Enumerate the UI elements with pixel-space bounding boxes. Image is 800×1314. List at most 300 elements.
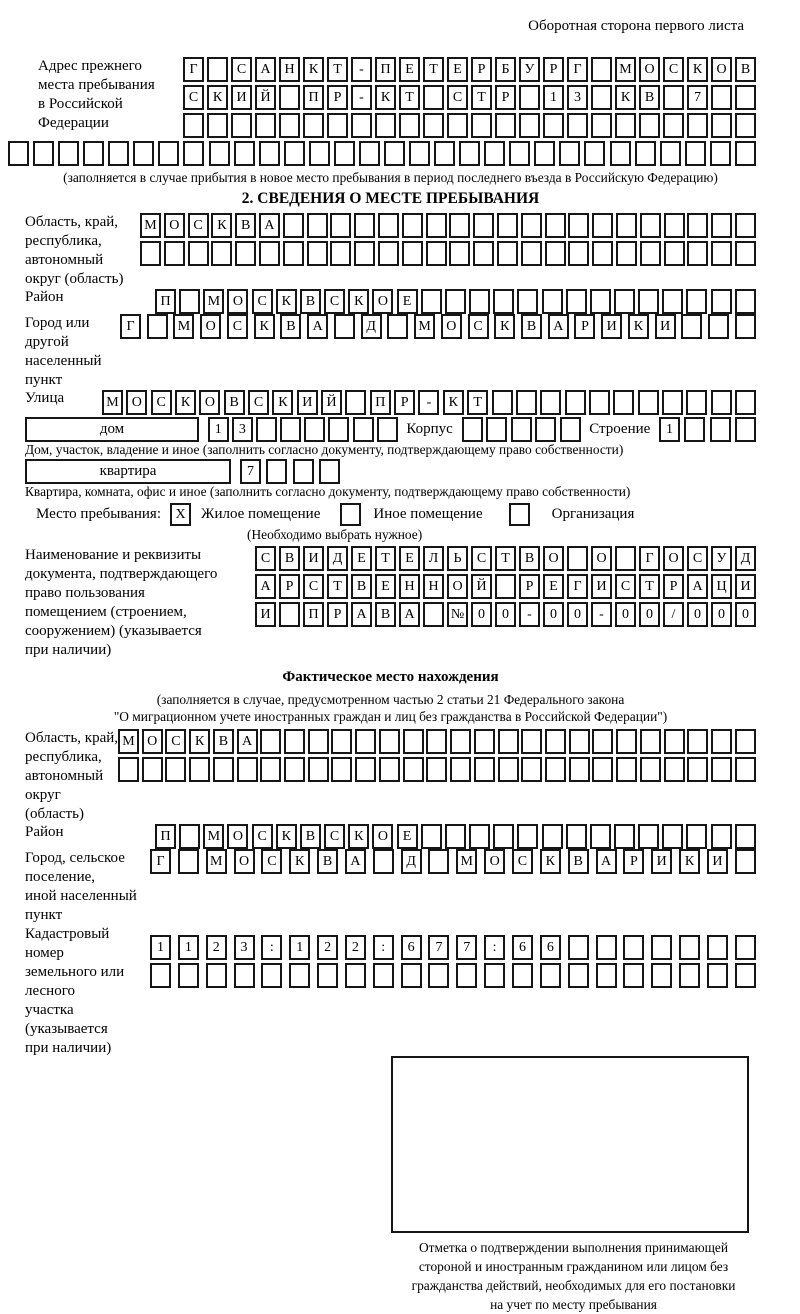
char-box[interactable]: А	[548, 314, 569, 339]
char-box[interactable]: Н	[399, 574, 420, 599]
char-box[interactable]: О	[663, 546, 684, 571]
char-box[interactable]	[735, 113, 756, 138]
char-box[interactable]	[616, 241, 637, 266]
char-box[interactable]	[635, 141, 656, 166]
char-box[interactable]	[378, 213, 399, 238]
char-box[interactable]	[623, 935, 644, 960]
char-box[interactable]: У	[519, 57, 540, 82]
char-box[interactable]	[373, 849, 394, 874]
char-box[interactable]	[473, 241, 494, 266]
char-box[interactable]	[568, 213, 589, 238]
char-box[interactable]	[211, 241, 232, 266]
char-box[interactable]: 0	[687, 602, 708, 627]
char-box[interactable]: К	[348, 824, 369, 849]
char-box[interactable]	[284, 729, 305, 754]
char-box[interactable]: П	[375, 57, 396, 82]
char-box[interactable]: В	[317, 849, 338, 874]
char-box[interactable]: -	[351, 85, 372, 110]
char-box[interactable]	[402, 241, 423, 266]
char-box[interactable]	[686, 289, 707, 314]
char-box[interactable]	[354, 241, 375, 266]
char-box[interactable]: С	[165, 729, 186, 754]
char-box[interactable]	[614, 289, 635, 314]
char-box[interactable]	[183, 113, 204, 138]
char-box[interactable]	[283, 241, 304, 266]
char-box[interactable]: О	[164, 213, 185, 238]
char-box[interactable]	[591, 57, 612, 82]
char-box[interactable]: Р	[663, 574, 684, 599]
char-box[interactable]	[679, 935, 700, 960]
char-box[interactable]: О	[234, 849, 255, 874]
char-box[interactable]: 6	[512, 935, 533, 960]
char-box[interactable]: Е	[543, 574, 564, 599]
char-box[interactable]	[279, 113, 300, 138]
char-box[interactable]	[566, 289, 587, 314]
char-box[interactable]	[284, 141, 305, 166]
char-box[interactable]	[686, 390, 707, 415]
char-box[interactable]	[331, 757, 352, 782]
char-box[interactable]	[735, 963, 756, 988]
char-box[interactable]	[426, 757, 447, 782]
char-box[interactable]: П	[303, 85, 324, 110]
char-box[interactable]	[517, 289, 538, 314]
char-box[interactable]: Е	[351, 546, 372, 571]
char-box[interactable]: А	[307, 314, 328, 339]
char-box[interactable]	[213, 757, 234, 782]
char-box[interactable]: С	[512, 849, 533, 874]
char-box[interactable]	[403, 729, 424, 754]
char-box[interactable]	[687, 213, 708, 238]
char-box[interactable]: К	[615, 85, 636, 110]
char-box[interactable]: А	[399, 602, 420, 627]
char-box[interactable]	[260, 757, 281, 782]
char-box[interactable]: О	[199, 390, 220, 415]
char-box[interactable]: 1	[150, 935, 171, 960]
char-box[interactable]	[495, 574, 516, 599]
char-box[interactable]: К	[443, 390, 464, 415]
char-box[interactable]: Д	[361, 314, 382, 339]
char-box[interactable]: Н	[279, 57, 300, 82]
char-box[interactable]	[449, 241, 470, 266]
char-box[interactable]: И	[303, 546, 324, 571]
char-box[interactable]	[711, 241, 732, 266]
char-box[interactable]: О	[441, 314, 462, 339]
char-box[interactable]	[686, 824, 707, 849]
char-box[interactable]	[735, 241, 756, 266]
char-box[interactable]	[231, 113, 252, 138]
char-box[interactable]: 7	[687, 85, 708, 110]
char-box[interactable]	[409, 141, 430, 166]
char-box[interactable]: У	[711, 546, 732, 571]
char-box[interactable]: М	[203, 824, 224, 849]
char-box[interactable]: Е	[397, 289, 418, 314]
char-box[interactable]	[304, 417, 325, 442]
char-box[interactable]: И	[651, 849, 672, 874]
char-box[interactable]: -	[591, 602, 612, 627]
char-box[interactable]	[660, 141, 681, 166]
char-box[interactable]: А	[259, 213, 280, 238]
char-box[interactable]: П	[155, 289, 176, 314]
char-box[interactable]: В	[280, 314, 301, 339]
char-box[interactable]	[638, 289, 659, 314]
char-box[interactable]: К	[276, 824, 297, 849]
char-box[interactable]: Д	[735, 546, 756, 571]
char-box[interactable]	[664, 729, 685, 754]
char-box[interactable]	[735, 417, 756, 442]
char-box[interactable]: Ь	[447, 546, 468, 571]
char-box[interactable]	[708, 314, 729, 339]
char-box[interactable]	[402, 213, 423, 238]
char-box[interactable]	[662, 289, 683, 314]
char-box[interactable]	[255, 113, 276, 138]
char-box[interactable]	[534, 141, 555, 166]
char-box[interactable]: К	[175, 390, 196, 415]
char-box[interactable]: Е	[399, 546, 420, 571]
char-box[interactable]: П	[155, 824, 176, 849]
char-box[interactable]: К	[303, 57, 324, 82]
char-box[interactable]: В	[351, 574, 372, 599]
char-box[interactable]: С	[687, 546, 708, 571]
char-box[interactable]	[423, 85, 444, 110]
char-box[interactable]: 3	[234, 935, 255, 960]
char-box[interactable]	[289, 963, 310, 988]
char-box[interactable]	[283, 213, 304, 238]
char-box[interactable]	[493, 824, 514, 849]
char-box[interactable]	[354, 213, 375, 238]
char-box[interactable]	[679, 963, 700, 988]
char-box[interactable]	[540, 963, 561, 988]
char-box[interactable]: А	[596, 849, 617, 874]
char-box[interactable]: С	[471, 546, 492, 571]
char-box[interactable]	[735, 824, 756, 849]
char-box[interactable]: Т	[327, 57, 348, 82]
char-box[interactable]	[560, 417, 581, 442]
char-box[interactable]: К	[679, 849, 700, 874]
char-box[interactable]	[684, 417, 705, 442]
char-box[interactable]: Н	[423, 574, 444, 599]
char-box[interactable]	[616, 757, 637, 782]
char-box[interactable]: И	[707, 849, 728, 874]
char-box[interactable]	[735, 849, 756, 874]
char-box[interactable]	[711, 113, 732, 138]
char-box[interactable]	[517, 824, 538, 849]
char-box[interactable]: 2	[345, 935, 366, 960]
char-box[interactable]: М	[140, 213, 161, 238]
char-box[interactable]	[345, 963, 366, 988]
char-box[interactable]	[592, 241, 613, 266]
char-box[interactable]	[328, 417, 349, 442]
char-box[interactable]: О	[142, 729, 163, 754]
char-box[interactable]	[423, 113, 444, 138]
char-box[interactable]: 0	[615, 602, 636, 627]
char-box[interactable]	[584, 141, 605, 166]
char-box[interactable]	[711, 213, 732, 238]
char-box[interactable]	[707, 963, 728, 988]
char-box[interactable]	[459, 141, 480, 166]
char-box[interactable]: М	[615, 57, 636, 82]
char-box[interactable]	[545, 757, 566, 782]
char-box[interactable]: 1	[208, 417, 229, 442]
char-box[interactable]	[58, 141, 79, 166]
char-box[interactable]	[664, 241, 685, 266]
char-box[interactable]: Р	[394, 390, 415, 415]
char-box[interactable]: А	[237, 729, 258, 754]
char-box[interactable]	[710, 141, 731, 166]
char-box[interactable]: 0	[543, 602, 564, 627]
char-box[interactable]: К	[276, 289, 297, 314]
char-box[interactable]	[591, 85, 612, 110]
char-box[interactable]	[566, 824, 587, 849]
char-box[interactable]: Е	[375, 574, 396, 599]
char-box[interactable]: Т	[327, 574, 348, 599]
char-box[interactable]	[616, 729, 637, 754]
char-box[interactable]	[183, 141, 204, 166]
char-box[interactable]: В	[568, 849, 589, 874]
char-box[interactable]	[279, 602, 300, 627]
char-box[interactable]: К	[272, 390, 293, 415]
char-box[interactable]: О	[126, 390, 147, 415]
char-box[interactable]: В	[213, 729, 234, 754]
char-box[interactable]	[387, 314, 408, 339]
char-box[interactable]: С	[261, 849, 282, 874]
char-box[interactable]	[592, 757, 613, 782]
char-box[interactable]	[711, 824, 732, 849]
char-box[interactable]	[280, 417, 301, 442]
char-box[interactable]	[687, 757, 708, 782]
char-box[interactable]: С	[188, 213, 209, 238]
char-box[interactable]: Й	[321, 390, 342, 415]
char-box[interactable]	[590, 824, 611, 849]
char-box[interactable]	[509, 141, 530, 166]
char-box[interactable]: В	[521, 314, 542, 339]
char-box[interactable]: -	[519, 602, 540, 627]
char-box[interactable]	[309, 141, 330, 166]
char-box[interactable]: С	[252, 824, 273, 849]
char-box[interactable]: Г	[150, 849, 171, 874]
char-box[interactable]: 6	[540, 935, 561, 960]
char-box[interactable]: О	[591, 546, 612, 571]
char-box[interactable]: М	[456, 849, 477, 874]
char-box[interactable]: Г	[120, 314, 141, 339]
char-box[interactable]: В	[235, 213, 256, 238]
char-box[interactable]	[484, 963, 505, 988]
char-box[interactable]: Т	[399, 85, 420, 110]
char-box[interactable]	[651, 935, 672, 960]
char-box[interactable]: -	[418, 390, 439, 415]
char-box[interactable]: О	[372, 824, 393, 849]
char-box[interactable]: Т	[375, 546, 396, 571]
char-box[interactable]	[735, 141, 756, 166]
char-box[interactable]	[260, 729, 281, 754]
char-box[interactable]	[378, 241, 399, 266]
char-box[interactable]	[615, 113, 636, 138]
char-box[interactable]: С	[303, 574, 324, 599]
char-box[interactable]	[178, 849, 199, 874]
char-box[interactable]	[567, 113, 588, 138]
char-box[interactable]	[334, 314, 355, 339]
char-box[interactable]	[638, 824, 659, 849]
char-box[interactable]	[486, 417, 507, 442]
char-box[interactable]: М	[414, 314, 435, 339]
stay-type-checkbox-organization[interactable]	[509, 503, 530, 526]
char-box[interactable]: Г	[567, 574, 588, 599]
char-box[interactable]	[568, 935, 589, 960]
char-box[interactable]	[711, 729, 732, 754]
char-box[interactable]	[516, 390, 537, 415]
char-box[interactable]: Р	[574, 314, 595, 339]
char-box[interactable]	[377, 417, 398, 442]
char-box[interactable]	[133, 141, 154, 166]
char-box[interactable]	[663, 113, 684, 138]
char-box[interactable]: А	[687, 574, 708, 599]
char-box[interactable]: Т	[467, 390, 488, 415]
char-box[interactable]	[640, 757, 661, 782]
char-box[interactable]: 1	[543, 85, 564, 110]
char-box[interactable]: А	[255, 574, 276, 599]
char-box[interactable]: Г	[183, 57, 204, 82]
char-box[interactable]	[735, 757, 756, 782]
char-box[interactable]: Е	[399, 57, 420, 82]
char-box[interactable]	[189, 757, 210, 782]
char-box[interactable]	[234, 141, 255, 166]
char-box[interactable]: 1	[178, 935, 199, 960]
char-box[interactable]: 0	[735, 602, 756, 627]
char-box[interactable]	[498, 729, 519, 754]
char-box[interactable]: Р	[471, 57, 492, 82]
char-box[interactable]	[681, 314, 702, 339]
char-box[interactable]	[179, 824, 200, 849]
char-box[interactable]	[434, 141, 455, 166]
char-box[interactable]	[662, 824, 683, 849]
char-box[interactable]: С	[231, 57, 252, 82]
char-box[interactable]	[150, 963, 171, 988]
char-box[interactable]	[279, 85, 300, 110]
char-box[interactable]	[207, 113, 228, 138]
char-box[interactable]	[497, 241, 518, 266]
char-box[interactable]: К	[289, 849, 310, 874]
char-box[interactable]: Л	[423, 546, 444, 571]
char-box[interactable]	[178, 963, 199, 988]
char-box[interactable]	[234, 963, 255, 988]
char-box[interactable]: -	[351, 57, 372, 82]
char-box[interactable]	[147, 314, 168, 339]
char-box[interactable]	[426, 729, 447, 754]
char-box[interactable]: И	[255, 602, 276, 627]
char-box[interactable]	[308, 729, 329, 754]
char-box[interactable]	[469, 289, 490, 314]
char-box[interactable]: М	[173, 314, 194, 339]
char-box[interactable]	[399, 113, 420, 138]
char-box[interactable]	[545, 213, 566, 238]
char-box[interactable]: Т	[471, 85, 492, 110]
char-box[interactable]: Й	[255, 85, 276, 110]
char-box[interactable]: О	[484, 849, 505, 874]
char-box[interactable]	[327, 113, 348, 138]
char-box[interactable]	[735, 390, 756, 415]
char-box[interactable]	[664, 213, 685, 238]
char-box[interactable]	[355, 729, 376, 754]
char-box[interactable]: Т	[423, 57, 444, 82]
char-box[interactable]	[638, 390, 659, 415]
char-box[interactable]	[8, 141, 29, 166]
char-box[interactable]: В	[375, 602, 396, 627]
char-box[interactable]	[261, 963, 282, 988]
char-box[interactable]: О	[447, 574, 468, 599]
char-box[interactable]	[293, 459, 314, 484]
char-box[interactable]: 3	[567, 85, 588, 110]
char-box[interactable]: Р	[279, 574, 300, 599]
char-box[interactable]: Р	[327, 602, 348, 627]
char-box[interactable]: Р	[327, 85, 348, 110]
char-box[interactable]: О	[200, 314, 221, 339]
char-box[interactable]	[567, 546, 588, 571]
char-box[interactable]: 1	[289, 935, 310, 960]
char-box[interactable]	[235, 241, 256, 266]
char-box[interactable]: А	[255, 57, 276, 82]
char-box[interactable]: К	[211, 213, 232, 238]
char-box[interactable]: К	[254, 314, 275, 339]
char-box[interactable]	[450, 729, 471, 754]
char-box[interactable]	[735, 85, 756, 110]
char-box[interactable]: 0	[495, 602, 516, 627]
char-box[interactable]	[735, 213, 756, 238]
char-box[interactable]	[559, 141, 580, 166]
char-box[interactable]	[535, 417, 556, 442]
char-box[interactable]	[521, 213, 542, 238]
char-box[interactable]	[206, 963, 227, 988]
char-box[interactable]: К	[189, 729, 210, 754]
char-box[interactable]: К	[687, 57, 708, 82]
char-box[interactable]	[307, 213, 328, 238]
char-box[interactable]	[426, 213, 447, 238]
char-box[interactable]: Й	[471, 574, 492, 599]
char-box[interactable]	[158, 141, 179, 166]
char-box[interactable]: 3	[232, 417, 253, 442]
char-box[interactable]	[495, 113, 516, 138]
char-box[interactable]	[519, 85, 540, 110]
char-box[interactable]	[592, 213, 613, 238]
char-box[interactable]	[266, 459, 287, 484]
char-box[interactable]	[596, 963, 617, 988]
char-box[interactable]: О	[227, 289, 248, 314]
char-box[interactable]	[209, 141, 230, 166]
char-box[interactable]: В	[519, 546, 540, 571]
char-box[interactable]: С	[227, 314, 248, 339]
char-box[interactable]: :	[484, 935, 505, 960]
char-box[interactable]	[596, 935, 617, 960]
char-box[interactable]: :	[373, 935, 394, 960]
char-box[interactable]	[308, 757, 329, 782]
char-box[interactable]	[735, 729, 756, 754]
char-box[interactable]: К	[540, 849, 561, 874]
char-box[interactable]	[591, 113, 612, 138]
char-box[interactable]	[188, 241, 209, 266]
char-box[interactable]	[474, 757, 495, 782]
char-box[interactable]: В	[224, 390, 245, 415]
char-box[interactable]: А	[351, 602, 372, 627]
char-box[interactable]	[284, 757, 305, 782]
char-box[interactable]: С	[151, 390, 172, 415]
char-box[interactable]	[345, 390, 366, 415]
char-box[interactable]: 0	[711, 602, 732, 627]
char-box[interactable]	[511, 417, 532, 442]
char-box[interactable]: 0	[639, 602, 660, 627]
char-box[interactable]: :	[261, 935, 282, 960]
char-box[interactable]: Р	[519, 574, 540, 599]
char-box[interactable]	[317, 963, 338, 988]
char-box[interactable]: С	[248, 390, 269, 415]
char-box[interactable]	[334, 141, 355, 166]
